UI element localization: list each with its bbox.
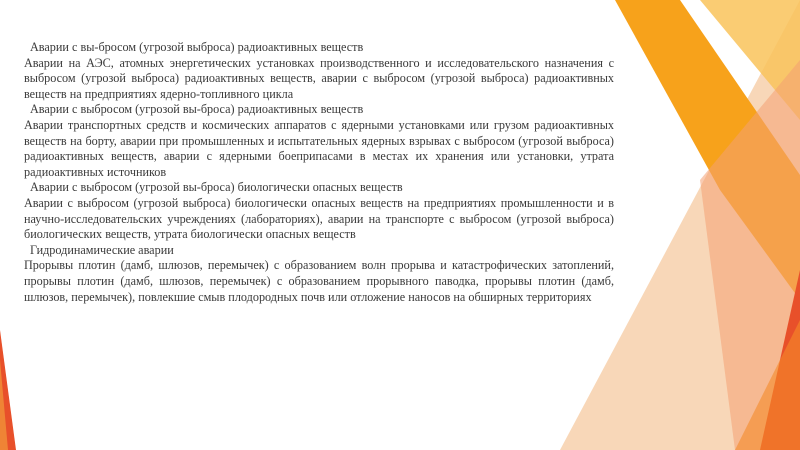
section-body: Аварии транспортных средств и космических аппаратов с ядерными установками или грузом радиоактивных веществ на борту, аварии при промышленных и испытательных ядерных взрывах с выбросом (угрозой выброса) радиоактивных веществ, аварии с ядерными боеприпасами в местах их хранения или установки, утрата радиоактивных источников (24, 117, 614, 179)
section-heading: Аварии с выбросом (угрозой вы-броса) радиоактивных веществ (30, 102, 364, 117)
slide-text-content (24, 40, 614, 305)
section-heading: Аварии с выбросом (угрозой вы-броса) биологически опасных веществ (30, 180, 403, 195)
section-body: Прорывы плотин (дамб, шлюзов, перемычек) с образованием волн прорыва и катастрофических затоплений, прорывы плотин (дамб, шлюзов, перемычек) с образованием прорывного паводка, прорывы плотин (дамб, шлюзов, перемычек), повлекшие смыв плодородных почв или отложение наносов на обширных территориях (24, 258, 614, 304)
section-body: Аварии на АЭС, атомных энергетических установках производственного и исследовательского назначения с выбросом (угрозой выброса) радиоактивных веществ, аварии с выбросом (угрозой выброса) радиоактивных веществ на предприятиях ядерно-топливного цикла (24, 55, 614, 101)
section-heading: Аварии с вы-бросом (угрозой выброса) радиоактивных веществ (30, 40, 364, 54)
section-body: Аварии с выбросом (угрозой выброса) биологически опасных веществ на предприятиях промышленности и в научно-исследовательских учреждениях (лабораториях), аварии на транспорте с выбросом (угрозой выброса) биологических веществ, утрата биологически опасных веществ (24, 195, 614, 242)
section-heading: Гидродинамические аварии (30, 242, 174, 257)
